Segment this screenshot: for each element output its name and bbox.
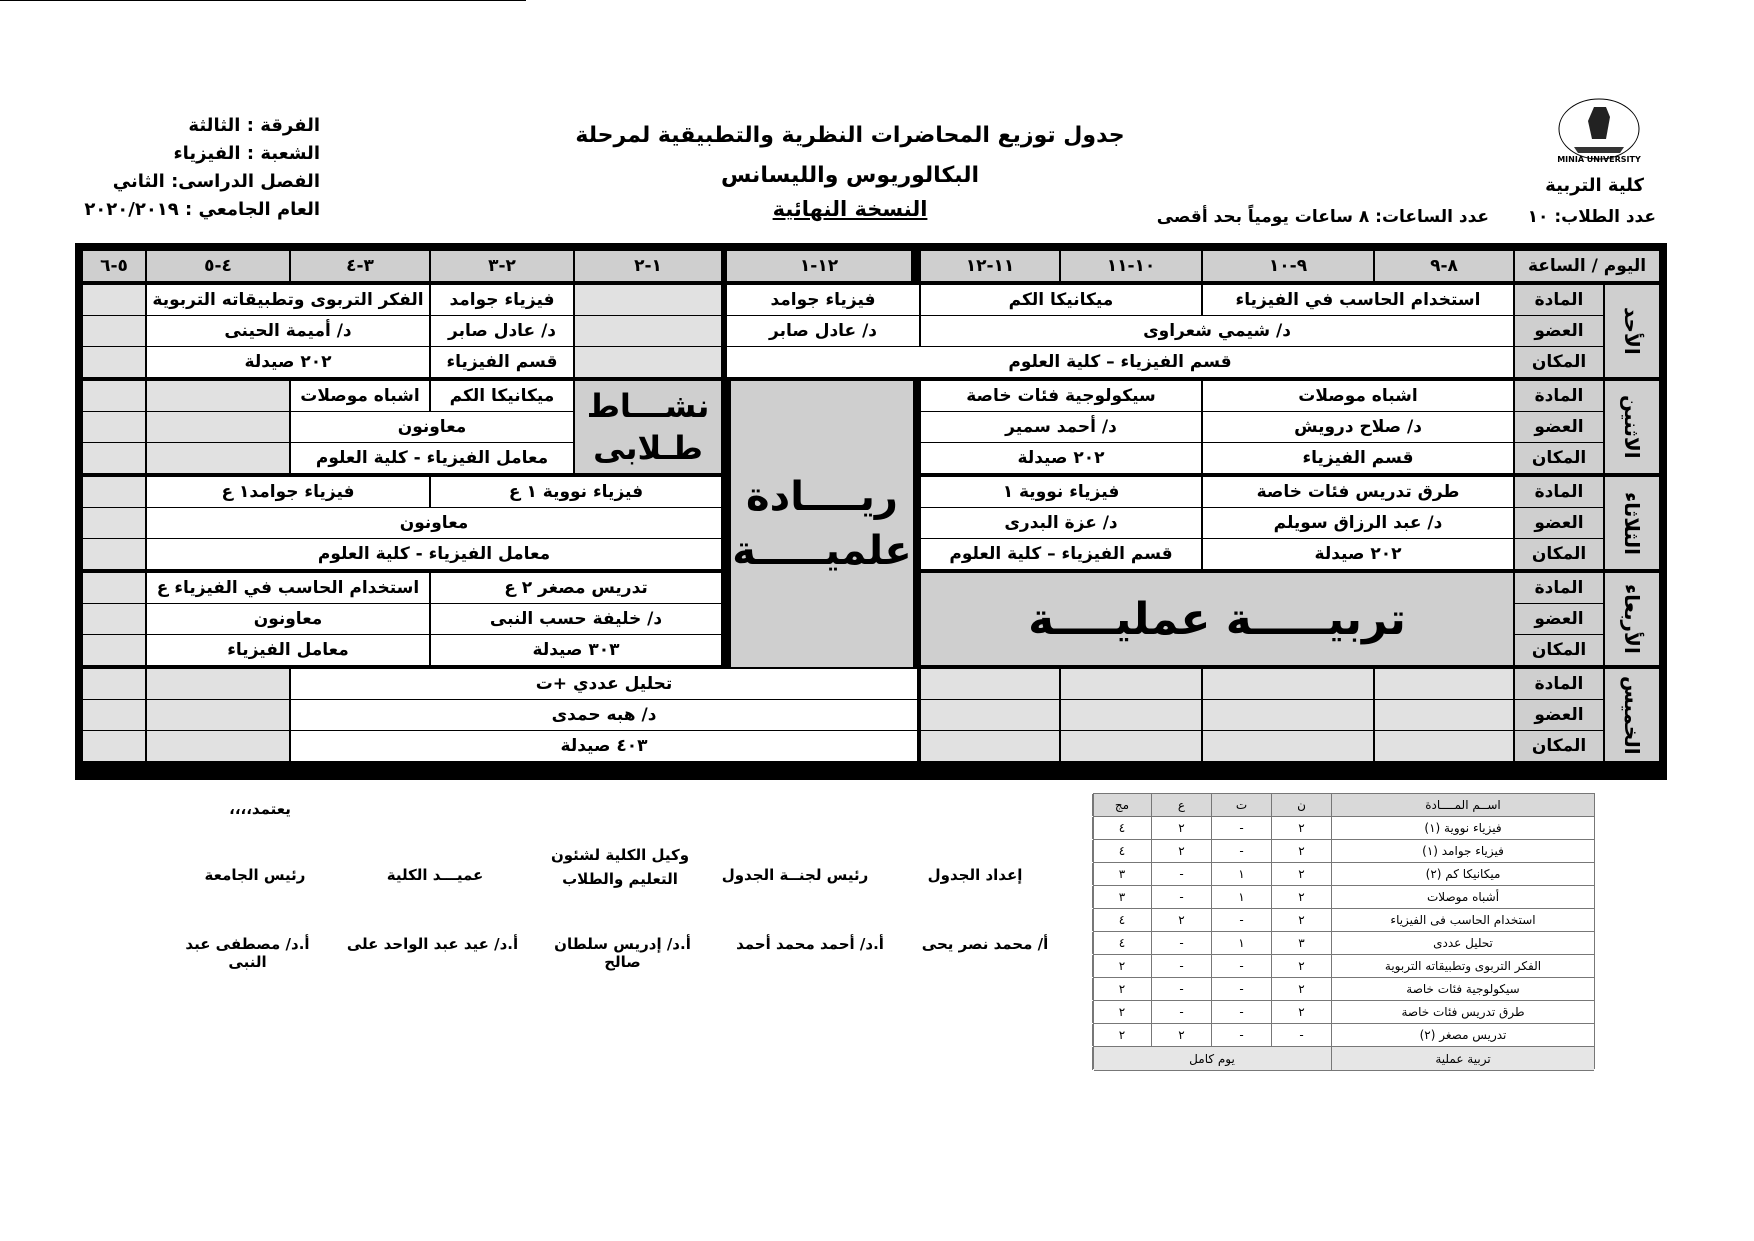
summary-value-cell: ٢: [1271, 955, 1331, 977]
summary-subject-cell: تدريس مصغر (٢): [1331, 1024, 1594, 1046]
role-dean: عميـــد الكلية: [386, 866, 484, 884]
summary-value-cell: ٢: [1092, 955, 1151, 977]
empty-cell: [1203, 700, 1373, 730]
level-info: الفرقة : الثالثة: [188, 115, 320, 136]
member-cell: د/ عزة البدرى: [921, 508, 1201, 538]
schedule-table: [75, 243, 1667, 780]
summary-value-cell: مج: [1092, 794, 1151, 816]
summary-subject-cell: فيزياء جوامد (١): [1331, 840, 1594, 862]
subject-cell: فيزياء نووية ١ ع: [431, 477, 721, 507]
approval-label: يعتمد،،،،: [229, 800, 291, 818]
summary-row: [1094, 1024, 1594, 1047]
role-prepared: إعداد الجدول: [927, 866, 1023, 884]
summary-value-cell: ٤: [1092, 932, 1151, 954]
summary-value-cell: ٣: [1271, 932, 1331, 954]
page-title-line1: جدول توزيع المحاضرات النظرية والتطبيقية لمرحلة: [575, 123, 1125, 148]
summary-row: [1094, 1047, 1594, 1071]
row-label: العضو: [1515, 700, 1603, 730]
summary-value-cell: ٢: [1151, 840, 1211, 862]
member-cell: د/ شيمي شعراوى: [921, 316, 1513, 346]
empty-cell: [1203, 731, 1373, 761]
empty-cell: [921, 669, 1059, 699]
place-cell: قسم الفيزياء: [431, 347, 573, 377]
member-cell: د/ صلاح درويش: [1203, 412, 1513, 442]
role-committee: رئيس لجنــة الجدول: [721, 866, 869, 884]
empty-cell: [83, 381, 145, 411]
day-label-monday: الاثنين: [1605, 381, 1659, 473]
summary-value-cell: ٢: [1271, 863, 1331, 885]
subject-cell: اشباه موصلات: [291, 381, 429, 411]
summary-value-cell: ١: [1211, 886, 1271, 908]
summary-value-cell: ٢: [1092, 1024, 1151, 1046]
empty-cell: [83, 285, 145, 315]
empty-cell: [575, 347, 721, 377]
empty-cell: [83, 443, 145, 473]
summary-row: [1094, 840, 1594, 863]
empty-cell: [83, 635, 145, 665]
activity-line2: طـلابى: [593, 429, 703, 467]
empty-cell: [83, 731, 145, 761]
slot-header: ١-٢: [575, 251, 721, 281]
place-cell: ٣٠٣ صيدلة: [431, 635, 721, 665]
slot-header: ٨-٩: [1375, 251, 1513, 281]
row-label: العضو: [1515, 604, 1603, 634]
summary-value-cell: ت: [1211, 794, 1271, 816]
member-cell: معاونون: [147, 508, 721, 538]
row-label: العضو: [1515, 508, 1603, 538]
row-label: العضو: [1515, 316, 1603, 346]
summary-row: [1094, 863, 1594, 886]
summary-value-cell: ٢: [1151, 1024, 1211, 1046]
member-cell: د/ عادل صابر: [727, 316, 919, 346]
member-cell: د/ عادل صابر: [431, 316, 573, 346]
member-cell: معاونون: [147, 604, 429, 634]
name-president: أ.د/ مصطفى عبد النبى: [185, 935, 310, 971]
member-cell: د/ أحمد سمير: [921, 412, 1201, 442]
subject-cell: الفكر التربوى وتطبيقاته التربوية: [147, 285, 429, 315]
row-label: المادة: [1515, 573, 1603, 603]
empty-cell: [575, 316, 721, 346]
corner-header: اليوم / الساعة: [1515, 251, 1659, 281]
empty-cell: [1203, 669, 1373, 699]
subject-cell: فيزياء جوامد: [431, 285, 573, 315]
empty-cell: [1375, 669, 1513, 699]
student-activity-block: [575, 381, 721, 473]
member-cell: معاونون: [291, 412, 573, 442]
research-line2: علميـــــة: [732, 528, 912, 574]
empty-cell: [83, 508, 145, 538]
place-cell: ٢٠٢ صيدلة: [1203, 539, 1513, 569]
empty-cell: [921, 731, 1059, 761]
empty-cell: [1061, 731, 1201, 761]
name-vice-dean: أ.د/ إدريس سلطان صالح: [554, 935, 691, 971]
summary-value-cell: ٣: [1092, 886, 1151, 908]
summary-subject-cell: تحليل عددى: [1331, 932, 1594, 954]
slot-header: ١١-١٢: [921, 251, 1059, 281]
subject-cell: فيزياء جوامد١ ع: [147, 477, 429, 507]
subject-cell: ميكانيكا الكم: [921, 285, 1201, 315]
summary-value-cell: -: [1151, 978, 1211, 1000]
summary-value-cell: -: [1211, 1024, 1271, 1046]
summary-row: [1094, 886, 1594, 909]
summary-value-cell: -: [1151, 932, 1211, 954]
place-cell: ٢٠٢ صيدلة: [147, 347, 429, 377]
summary-subject-cell: اســم المــــادة: [1331, 794, 1594, 816]
empty-cell: [83, 604, 145, 634]
students-count: عدد الطلاب: ١٠: [1527, 207, 1656, 227]
empty-cell: [83, 412, 145, 442]
place-cell: قسم الفيزياء: [1203, 443, 1513, 473]
summary-value-cell: ٢: [1092, 978, 1151, 1000]
summary-value-cell: ١: [1211, 932, 1271, 954]
row-label: المكان: [1515, 635, 1603, 665]
summary-value-cell: ١: [1211, 863, 1271, 885]
logo-text: MINIA UNIVERSITY: [1557, 155, 1641, 164]
row-label: المادة: [1515, 477, 1603, 507]
member-cell: د/ عبد الرزاق سويلم: [1203, 508, 1513, 538]
summary-value-cell: -: [1211, 909, 1271, 931]
role-vice-dean: وكيل الكلية لشئون التعليم والطلاب: [550, 846, 690, 888]
summary-value-cell: -: [1211, 955, 1271, 977]
place-cell: معامل الفيزياء - كلية العلوم: [291, 443, 573, 473]
empty-cell: [83, 539, 145, 569]
subject-cell: تدريس مصغر ٢ ع: [431, 573, 721, 603]
summary-value-cell: ٣: [1092, 863, 1151, 885]
subject-cell: استخدام الحاسب في الفيزياء: [1203, 285, 1513, 315]
summary-value-cell: يوم كامل: [1092, 1047, 1331, 1070]
division-info: الشعبة : الفيزياء: [173, 143, 320, 164]
empty-cell: [1061, 669, 1201, 699]
research-block: [727, 381, 917, 667]
empty-cell: [147, 412, 289, 442]
summary-subject-cell: الفكر التربوى وتطبيقاته التربوية: [1331, 955, 1594, 977]
place-cell: معامل الفيزياء - كلية العلوم: [147, 539, 721, 569]
practical-education-block: تربيـــــة عمليــــة: [921, 573, 1513, 665]
day-label-thursday: الخميس: [1605, 669, 1659, 761]
summary-value-cell: ٤: [1092, 840, 1151, 862]
summary-subject-cell: سيكولوجية فئات خاصة: [1331, 978, 1594, 1000]
row-label: المادة: [1515, 381, 1603, 411]
subject-cell: فيزياء جوامد: [727, 285, 919, 315]
place-cell: ٤٠٣ صيدلة: [291, 731, 917, 761]
empty-cell: [83, 573, 145, 603]
row-label: المادة: [1515, 669, 1603, 699]
summary-value-cell: ٢: [1271, 840, 1331, 862]
summary-value-cell: -: [1211, 978, 1271, 1000]
year-info: العام الجامعي : ٢٠٢٠/٢٠١٩: [84, 199, 320, 220]
slot-header: ٩-١٠: [1203, 251, 1373, 281]
empty-cell: [1375, 700, 1513, 730]
member-cell: د/ هبه حمدى: [291, 700, 917, 730]
summary-value-cell: ٢: [1271, 1001, 1331, 1023]
summary-header-row: [1094, 794, 1594, 817]
row-label: المكان: [1515, 443, 1603, 473]
summary-value-cell: -: [1151, 863, 1211, 885]
summary-value-cell: -: [1151, 886, 1211, 908]
summary-value-cell: -: [1211, 1001, 1271, 1023]
empty-cell: [575, 285, 721, 315]
empty-cell: [147, 700, 289, 730]
summary-subject-cell: استخدام الحاسب فى الفيزياء: [1331, 909, 1594, 931]
empty-cell: [921, 700, 1059, 730]
summary-row: [1094, 1001, 1594, 1024]
university-logo: [1554, 95, 1644, 173]
page-title-line2: البكالوريوس والليسانس: [720, 163, 980, 188]
summary-value-cell: ٢: [1271, 909, 1331, 931]
role-president: رئيس الجامعة: [204, 866, 306, 884]
summary-value-cell: ٢: [1092, 1001, 1151, 1023]
empty-cell: [1061, 700, 1201, 730]
summary-value-cell: -: [1211, 817, 1271, 839]
summary-value-cell: -: [1211, 840, 1271, 862]
day-label-wednesday: الأربعاء: [1605, 573, 1659, 665]
empty-cell: [83, 669, 145, 699]
research-line1: ريــــادة: [746, 474, 898, 520]
place-cell: معامل الفيزياء: [147, 635, 429, 665]
summary-row: [1094, 817, 1594, 840]
row-label: المكان: [1515, 731, 1603, 761]
slot-header: ٥-٦: [83, 251, 145, 281]
empty-cell: [83, 347, 145, 377]
empty-cell: [147, 731, 289, 761]
row-label: العضو: [1515, 412, 1603, 442]
row-label: المادة: [1515, 285, 1603, 315]
semester-info: الفصل الدراسى: الثاني: [112, 171, 320, 192]
summary-value-cell: ٢: [1151, 909, 1211, 931]
name-dean: أ.د/ عيد عبد الواحد على: [346, 935, 519, 953]
slot-header: ٢-٣: [431, 251, 573, 281]
summary-value-cell: ٢: [1151, 817, 1211, 839]
member-cell: د/ أميمة الحينى: [147, 316, 429, 346]
hours-info: عدد الساعات: ٨ ساعات يومياً بحد أقصى: [1156, 207, 1489, 227]
slot-header: ١٢-١: [727, 251, 911, 281]
subject-cell: فيزياء نووية ١: [921, 477, 1201, 507]
summary-value-cell: ن: [1271, 794, 1331, 816]
summary-value-cell: ٢: [1271, 886, 1331, 908]
summary-subject-cell: فيزياء نووية (١): [1331, 817, 1594, 839]
subject-summary-table: [1093, 793, 1595, 1069]
subject-cell: ميكانيكا الكم: [431, 381, 573, 411]
row-label: المكان: [1515, 347, 1603, 377]
page-title-line3: النسخة النهائية: [772, 197, 928, 221]
summary-subject-cell: طرق تدريس فئات خاصة: [1331, 1001, 1594, 1023]
subject-cell: طرق تدريس فئات خاصة: [1203, 477, 1513, 507]
member-cell: د/ خليفة حسب النبى: [431, 604, 721, 634]
summary-value-cell: ع: [1151, 794, 1211, 816]
summary-value-cell: -: [1271, 1024, 1331, 1046]
summary-row: [1094, 932, 1594, 955]
name-committee: أ.د/ أحمد محمد أحمد: [736, 935, 884, 953]
faculty-name: كلية التربية: [1545, 175, 1644, 196]
place-cell: قسم الفيزياء – كلية العلوم: [921, 539, 1201, 569]
class-info: [80, 112, 320, 224]
day-label-tuesday: الثلاثاء: [1605, 477, 1659, 569]
name-prepared: أ/ محمد نصر يحى: [921, 935, 1049, 953]
activity-line1: نشـــاط: [586, 387, 710, 425]
subject-cell: سيكولوجية فئات خاصة: [921, 381, 1201, 411]
empty-cell: [83, 700, 145, 730]
summary-value-cell: -: [1151, 955, 1211, 977]
empty-cell: [147, 443, 289, 473]
slot-header: ٤-٥: [147, 251, 289, 281]
summary-subject-cell: تربية عملية: [1331, 1047, 1594, 1070]
summary-subject-cell: أشباه موصلات: [1331, 886, 1594, 908]
row-label: المكان: [1515, 539, 1603, 569]
subject-cell: اشباه موصلات: [1203, 381, 1513, 411]
empty-cell: [147, 381, 289, 411]
empty-cell: [83, 316, 145, 346]
summary-value-cell: ٢: [1271, 817, 1331, 839]
summary-value-cell: ٤: [1092, 817, 1151, 839]
empty-cell: [83, 477, 145, 507]
summary-subject-cell: ميكانيكا كم (٢): [1331, 863, 1594, 885]
title-rule: [0, 0, 526, 1]
subject-cell: استخدام الحاسب في الفيزياء ع: [147, 573, 429, 603]
summary-row: [1094, 978, 1594, 1001]
summary-row: [1094, 955, 1594, 978]
summary-row: [1094, 909, 1594, 932]
day-label-sunday: الأحد: [1605, 285, 1659, 377]
subject-cell: تحليل عددي +ت: [291, 669, 917, 699]
slot-header: ٣-٤: [291, 251, 429, 281]
place-cell: ٢٠٢ صيدلة: [921, 443, 1201, 473]
empty-cell: [1375, 731, 1513, 761]
summary-value-cell: -: [1151, 1001, 1211, 1023]
place-cell: قسم الفيزياء – كلية العلوم: [727, 347, 1513, 377]
slot-header: ١٠-١١: [1061, 251, 1201, 281]
summary-value-cell: ٤: [1092, 909, 1151, 931]
empty-cell: [147, 669, 289, 699]
summary-value-cell: ٢: [1271, 978, 1331, 1000]
